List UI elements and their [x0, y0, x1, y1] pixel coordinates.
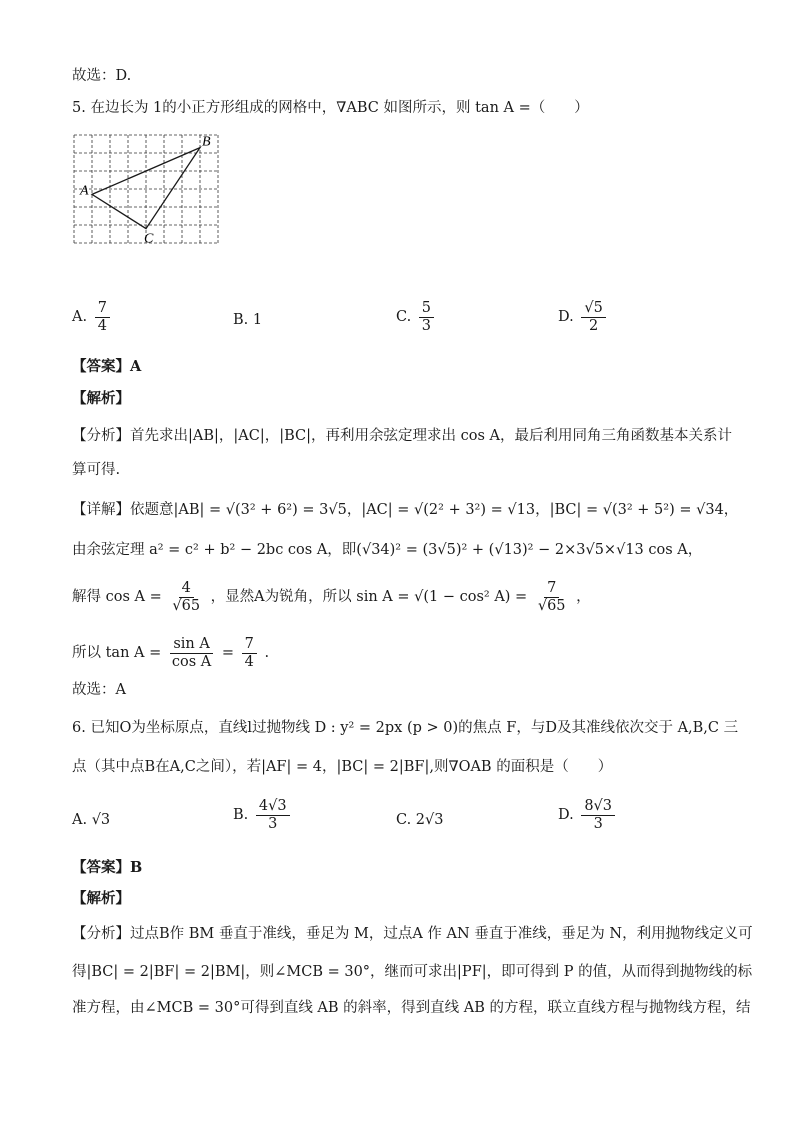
question-6-line-1: 6. 已知O为坐标原点，直线l过抛物线 D : y² = 2px (p > 0)的焦点 F，与D及其准线依次交于 A,B,C 三: [72, 720, 739, 736]
vertex-label-b: B: [202, 134, 211, 150]
select-a-line: 故选：A: [72, 682, 126, 698]
option-a-denominator: 4: [97, 317, 107, 334]
option-a-numerator: 7: [95, 300, 110, 318]
detail-5-comma: ，: [576, 589, 591, 606]
option-d-denominator: 2: [588, 317, 599, 334]
q6-option-d-numerator: 8√3: [581, 798, 615, 816]
q6-option-b-numerator: 4√3: [256, 798, 290, 816]
detail-5-line-4: [72, 636, 269, 670]
analysis-6-line-2: 得|BC| = 2|BF| = 2|BM|，则∠MCB = 30°，继而可求出|PF|，即可得到 P 的值，从而得到抛物线的标: [72, 964, 753, 980]
q6-option-a: A. √3: [72, 812, 111, 828]
q6-option-b-denominator: 3: [268, 815, 278, 832]
option-d-numerator: √5: [581, 300, 605, 318]
option-c-numerator: 5: [419, 300, 434, 318]
triangle-grid-figure: [72, 133, 222, 247]
tan-ratio-denominator: cos A: [171, 653, 212, 670]
option-c-label: C.: [396, 309, 412, 326]
q5-option-a: [72, 300, 113, 334]
q6-option-d: [558, 798, 618, 832]
answer-6: 【答案】B: [72, 859, 143, 876]
cos-denominator: √65: [172, 597, 201, 614]
analysis-5-line-1: 【分析】首先求出|AB|，|AC|，|BC|，再利用余弦定理求出 cos A，最后利用同角三角函数基本关系计: [72, 428, 733, 444]
analysis-heading-6: 【解析】: [72, 890, 130, 907]
period: .: [264, 645, 270, 662]
vertex-label-c: C: [144, 231, 154, 247]
detail-5-cos-text: 解得 cos A =: [72, 589, 162, 606]
sin-denominator: √65: [537, 597, 566, 614]
analysis-6-line-3: 准方程，由∠MCB = 30°可得到直线 AB 的斜率，得到直线 AB 的方程，联立直线方程与抛物线方程，结: [72, 1000, 751, 1016]
q6-option-c: C. 2√3: [396, 812, 444, 828]
analysis-5-line-2: 算可得.: [72, 462, 121, 478]
q5-option-c: [396, 300, 437, 334]
q6-option-d-label: D.: [558, 807, 574, 824]
q5-option-d: [558, 300, 609, 334]
sin-numerator: 7: [544, 580, 559, 598]
cos-numerator: 4: [179, 580, 194, 598]
grid-lines: [74, 135, 218, 243]
detail-5-tan-text: 所以 tan A =: [72, 645, 162, 662]
prev-answer-line: 故选：D.: [72, 68, 132, 84]
detail-5-line-3: [72, 580, 591, 614]
option-a-label: A.: [72, 309, 88, 326]
detail-5-line-1: 【详解】依题意|AB| = √(3² + 6²) = 3√5，|AC| = √(2² + 3²) = √13，|BC| = √(3² + 5²) = √34，: [72, 502, 739, 518]
q6-option-d-denominator: 3: [593, 815, 603, 832]
tan-numerator: 7: [242, 636, 257, 654]
q6-option-b: [233, 798, 293, 832]
q5-option-b: B. 1: [233, 312, 263, 328]
tan-denominator: 4: [244, 653, 254, 670]
detail-5-line-2: 由余弦定理 a² = c² + b² − 2bc cos A，即(√34)² = (3√5)² + (√13)² − 2×3√5×√13 cos A，: [72, 542, 703, 558]
option-c-denominator: 3: [421, 317, 432, 334]
equals-sign: =: [221, 645, 235, 662]
answer-5: 【答案】A: [72, 358, 142, 375]
detail-5-sin-text: ，显然A为锐角，所以 sin A = √(1 − cos² A) =: [210, 589, 528, 606]
analysis-6-line-1: 【分析】过点B作 BM 垂直于准线，垂足为 M，过点A 作 AN 垂直于准线，垂足为 N，利用抛物线定义可: [72, 926, 753, 942]
vertex-label-a: A: [80, 183, 89, 199]
analysis-heading-5: 【解析】: [72, 390, 130, 407]
option-d-label: D.: [558, 309, 574, 326]
question-6-line-2: 点（其中点B在A,C之间），若|AF| = 4，|BC| = 2|BF|,则∇OAB 的面积是（ ）: [72, 759, 613, 775]
tan-ratio-numerator: sin A: [170, 636, 213, 654]
q6-option-b-label: B.: [233, 807, 249, 824]
question-5-stem: 5. 在边长为 1的小正方形组成的网格中，∇ABC 如图所示，则 tan A =（ ）: [72, 100, 589, 116]
